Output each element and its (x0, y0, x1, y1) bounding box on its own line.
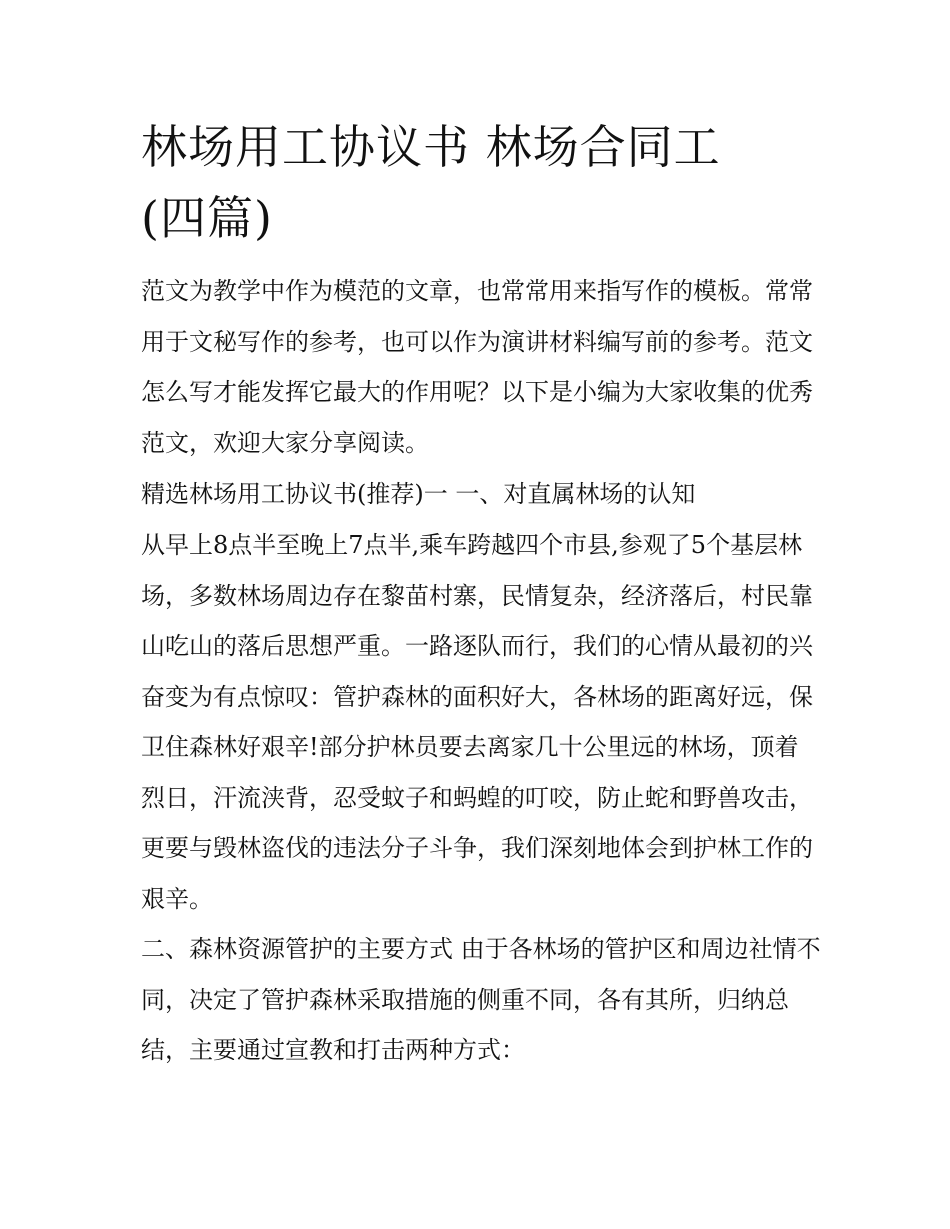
title-line-1: 林场用工协议书 林场合同工 (141, 120, 721, 174)
section-heading-1: 精选林场用工协议书(推荐)一 一、对直属林场的认知 (141, 480, 696, 508)
document-title (141, 112, 821, 254)
document-body (141, 112, 821, 1076)
body-paragraph-2: 二、森林资源管护的主要方式 由于各林场的管护区和周边社情不同，决定了管护森林采取措施的侧重不同，各有其所，归纳总结，主要通过宣教和打击两种方式： (141, 935, 821, 1064)
intro-paragraph: 范文为教学中作为模范的文章，也常常用来指写作的模板。常常用于文秘写作的参考，也可以作为演讲材料编写前的参考。范文怎么写才能发挥它最大的作用呢？以下是小编为大家收集的优秀范文，欢迎大家分享阅读。 (141, 277, 813, 457)
body-paragraph-1: 从早上8点半至晚上7点半,乘车跨越四个市县,参观了5个基层林场，多数林场周边存在黎苗村寨，民情复杂，经济落后，村民靠山吃山的落后思想严重。一路逐队而行，我们的心情从最初的兴奋变为有点惊叹：管护森林的面积好大，各林场的距离好远，保卫住森林好艰辛!部分护林员要去离家几十公里远的林场，顶着烈日，汗流浃背，忍受蚊子和蚂蝗的叮咬，防止蛇和野兽攻击，更要与毁林盗伐的违法分子斗争，我们深刻地体会到护林工作的艰辛。 (141, 531, 813, 913)
title-line-2: (四篇) (141, 191, 273, 245)
